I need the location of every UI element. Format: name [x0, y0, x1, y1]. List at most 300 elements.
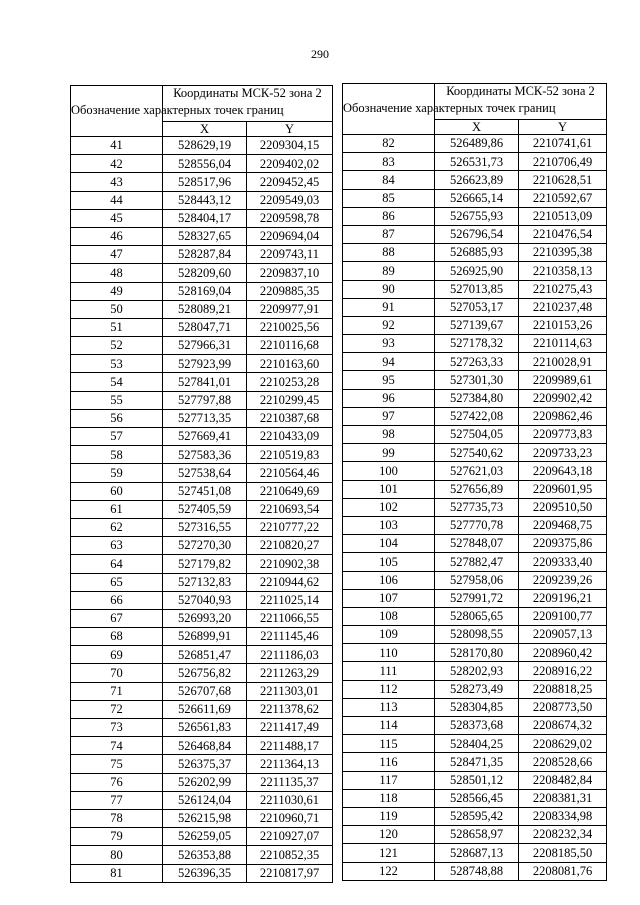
point-number-cell: 57 — [71, 428, 163, 446]
table-row — [71, 809, 333, 827]
y-value-cell: 2211186,03 — [247, 646, 333, 664]
y-value-cell: 2210927,07 — [247, 828, 333, 846]
table-row — [343, 644, 607, 662]
table-row — [71, 209, 333, 227]
designation-header: Обозначение характерных точек границ — [71, 86, 163, 137]
table-row — [71, 719, 333, 737]
y-value-cell: 2208081,76 — [519, 862, 607, 880]
point-number-cell: 107 — [343, 589, 435, 607]
point-number-cell: 54 — [71, 373, 163, 391]
x-value-cell: 526993,20 — [163, 609, 247, 627]
point-number-cell: 79 — [71, 828, 163, 846]
table-row — [71, 646, 333, 664]
y-value-cell: 2211378,62 — [247, 700, 333, 718]
x-value-cell: 527040,93 — [163, 591, 247, 609]
y-value-cell: 2211303,01 — [247, 682, 333, 700]
y-value-cell: 2210777,22 — [247, 518, 333, 536]
table-row — [71, 537, 333, 555]
x-value-cell: 526531,73 — [435, 153, 519, 171]
point-number-cell: 96 — [343, 389, 435, 407]
table-row — [343, 498, 607, 516]
x-value-cell: 528047,71 — [163, 318, 247, 336]
point-number-cell: 82 — [343, 135, 435, 153]
x-value-cell: 528629,19 — [163, 137, 247, 155]
table-row — [343, 298, 607, 316]
point-number-cell: 105 — [343, 553, 435, 571]
x-value-cell: 527656,89 — [435, 480, 519, 498]
table-row — [71, 518, 333, 536]
y-value-cell: 2209733,23 — [519, 444, 607, 462]
x-value-cell: 526468,84 — [163, 737, 247, 755]
y-value-cell: 2210649,69 — [247, 482, 333, 500]
point-number-cell: 118 — [343, 789, 435, 807]
table-row — [71, 555, 333, 573]
table-row — [343, 789, 607, 807]
y-column-header: Y — [519, 120, 607, 135]
y-value-cell: 2209885,35 — [247, 282, 333, 300]
point-number-cell: 75 — [71, 755, 163, 773]
point-number-cell: 92 — [343, 316, 435, 334]
y-value-cell: 2211364,13 — [247, 755, 333, 773]
y-value-cell: 2210025,56 — [247, 318, 333, 336]
y-value-cell: 2211145,46 — [247, 628, 333, 646]
x-value-cell: 527316,55 — [163, 518, 247, 536]
point-number-cell: 65 — [71, 573, 163, 591]
table-row — [343, 244, 607, 262]
y-value-cell: 2208482,84 — [519, 771, 607, 789]
y-value-cell: 2211488,17 — [247, 737, 333, 755]
x-value-cell: 527958,06 — [435, 571, 519, 589]
coordinates-table-left — [70, 85, 333, 883]
table-row — [71, 682, 333, 700]
table-row — [71, 464, 333, 482]
point-number-cell: 51 — [71, 318, 163, 336]
point-number-cell: 61 — [71, 500, 163, 518]
y-value-cell: 2209862,46 — [519, 407, 607, 425]
y-value-cell: 2209510,50 — [519, 498, 607, 516]
y-value-cell: 2209902,42 — [519, 389, 607, 407]
table-row — [71, 482, 333, 500]
x-value-cell: 527797,88 — [163, 391, 247, 409]
x-value-cell: 527139,67 — [435, 316, 519, 334]
table-row — [71, 446, 333, 464]
y-value-cell: 2208773,50 — [519, 698, 607, 716]
coords-header: Координаты МСК-52 зона 2 — [435, 84, 607, 120]
y-value-cell: 2208334,98 — [519, 807, 607, 825]
x-value-cell: 527013,85 — [435, 280, 519, 298]
point-number-cell: 80 — [71, 846, 163, 864]
x-value-cell: 526215,98 — [163, 809, 247, 827]
point-number-cell: 101 — [343, 480, 435, 498]
y-value-cell: 2210358,13 — [519, 262, 607, 280]
point-number-cell: 86 — [343, 207, 435, 225]
table-row — [71, 609, 333, 627]
point-number-cell: 56 — [71, 409, 163, 427]
point-number-cell: 120 — [343, 826, 435, 844]
x-value-cell: 526353,88 — [163, 846, 247, 864]
y-value-cell: 2208960,42 — [519, 644, 607, 662]
point-number-cell: 46 — [71, 227, 163, 245]
table-row — [71, 773, 333, 791]
y-value-cell: 2209837,10 — [247, 264, 333, 282]
y-value-cell: 2209375,86 — [519, 535, 607, 553]
point-number-cell: 121 — [343, 844, 435, 862]
point-number-cell: 88 — [343, 244, 435, 262]
table-row — [343, 480, 607, 498]
point-number-cell: 84 — [343, 171, 435, 189]
table-row — [71, 846, 333, 864]
table-row — [343, 717, 607, 735]
table-row — [71, 318, 333, 336]
x-value-cell: 526623,89 — [435, 171, 519, 189]
point-number-cell: 90 — [343, 280, 435, 298]
y-value-cell: 2208381,31 — [519, 789, 607, 807]
table-row — [71, 337, 333, 355]
x-value-cell: 528566,45 — [435, 789, 519, 807]
point-number-cell: 59 — [71, 464, 163, 482]
x-value-cell: 527053,17 — [435, 298, 519, 316]
x-value-cell: 528687,13 — [435, 844, 519, 862]
point-number-cell: 108 — [343, 607, 435, 625]
table-row — [343, 589, 607, 607]
table-row — [343, 753, 607, 771]
point-number-cell: 55 — [71, 391, 163, 409]
x-value-cell: 527966,31 — [163, 337, 247, 355]
y-value-cell: 2210564,46 — [247, 464, 333, 482]
table-row — [343, 771, 607, 789]
y-value-cell: 2210519,83 — [247, 446, 333, 464]
y-value-cell: 2210433,09 — [247, 428, 333, 446]
table-row — [71, 282, 333, 300]
table-row — [343, 735, 607, 753]
table-row — [71, 755, 333, 773]
y-value-cell: 2208528,66 — [519, 753, 607, 771]
point-number-cell: 91 — [343, 298, 435, 316]
table-row — [71, 428, 333, 446]
point-number-cell: 95 — [343, 371, 435, 389]
x-value-cell: 527132,83 — [163, 573, 247, 591]
table-row — [343, 680, 607, 698]
x-value-cell: 528556,04 — [163, 155, 247, 173]
point-number-cell: 89 — [343, 262, 435, 280]
table-row — [71, 500, 333, 518]
table-row — [71, 355, 333, 373]
x-value-cell: 527669,41 — [163, 428, 247, 446]
x-value-cell: 526925,90 — [435, 262, 519, 280]
table-row — [71, 391, 333, 409]
x-value-cell: 526899,91 — [163, 628, 247, 646]
x-value-cell: 526561,83 — [163, 719, 247, 737]
y-value-cell: 2208232,34 — [519, 826, 607, 844]
y-value-cell: 2208916,22 — [519, 662, 607, 680]
x-value-cell: 526755,93 — [435, 207, 519, 225]
point-number-cell: 99 — [343, 444, 435, 462]
table-row — [343, 553, 607, 571]
point-number-cell: 69 — [71, 646, 163, 664]
point-number-cell: 87 — [343, 225, 435, 243]
x-value-cell: 526756,82 — [163, 664, 247, 682]
point-number-cell: 45 — [71, 209, 163, 227]
x-value-cell: 528501,12 — [435, 771, 519, 789]
point-number-cell: 116 — [343, 753, 435, 771]
x-column-header: X — [435, 120, 519, 135]
table-row — [71, 227, 333, 245]
table-row — [343, 426, 607, 444]
table-row — [343, 316, 607, 334]
point-number-cell: 109 — [343, 626, 435, 644]
point-number-cell: 94 — [343, 353, 435, 371]
point-number-cell: 122 — [343, 862, 435, 880]
point-number-cell: 93 — [343, 335, 435, 353]
table-row — [343, 844, 607, 862]
y-value-cell: 2211135,37 — [247, 773, 333, 791]
y-column-header: Y — [247, 122, 333, 137]
table-row — [343, 135, 607, 153]
y-value-cell: 2208674,32 — [519, 717, 607, 735]
y-value-cell: 2210960,71 — [247, 809, 333, 827]
y-value-cell: 2210163,60 — [247, 355, 333, 373]
table-row — [71, 173, 333, 191]
y-value-cell: 2211263,29 — [247, 664, 333, 682]
x-value-cell: 527301,30 — [435, 371, 519, 389]
x-value-cell: 526375,37 — [163, 755, 247, 773]
table-row — [71, 373, 333, 391]
y-value-cell: 2208629,02 — [519, 735, 607, 753]
table-row — [71, 828, 333, 846]
x-value-cell: 528327,65 — [163, 227, 247, 245]
y-value-cell: 2209452,45 — [247, 173, 333, 191]
point-number-cell: 67 — [71, 609, 163, 627]
y-value-cell: 2209989,61 — [519, 371, 607, 389]
y-value-cell: 2210275,43 — [519, 280, 607, 298]
x-value-cell: 528170,80 — [435, 644, 519, 662]
table-row — [343, 153, 607, 171]
coords-header: Координаты МСК-52 зона 2 — [163, 86, 333, 122]
y-value-cell: 2209100,77 — [519, 607, 607, 625]
x-value-cell: 527422,08 — [435, 407, 519, 425]
point-number-cell: 43 — [71, 173, 163, 191]
point-number-cell: 66 — [71, 591, 163, 609]
table-row — [343, 171, 607, 189]
x-value-cell: 527178,32 — [435, 335, 519, 353]
point-number-cell: 77 — [71, 791, 163, 809]
x-value-cell: 528209,60 — [163, 264, 247, 282]
x-column-header: X — [163, 122, 247, 137]
y-value-cell: 2209977,91 — [247, 300, 333, 318]
y-value-cell: 2211025,14 — [247, 591, 333, 609]
point-number-cell: 97 — [343, 407, 435, 425]
x-value-cell: 527538,64 — [163, 464, 247, 482]
x-value-cell: 526796,54 — [435, 225, 519, 243]
y-value-cell: 2211066,55 — [247, 609, 333, 627]
x-value-cell: 527179,82 — [163, 555, 247, 573]
y-value-cell: 2210395,38 — [519, 244, 607, 262]
x-value-cell: 526259,05 — [163, 828, 247, 846]
table-row — [71, 264, 333, 282]
x-value-cell: 528404,17 — [163, 209, 247, 227]
point-number-cell: 58 — [71, 446, 163, 464]
point-number-cell: 114 — [343, 717, 435, 735]
table-row — [71, 791, 333, 809]
point-number-cell: 115 — [343, 735, 435, 753]
y-value-cell: 2209468,75 — [519, 516, 607, 534]
x-value-cell: 528471,35 — [435, 753, 519, 771]
table-row — [343, 444, 607, 462]
point-number-cell: 111 — [343, 662, 435, 680]
x-value-cell: 526885,93 — [435, 244, 519, 262]
point-number-cell: 113 — [343, 698, 435, 716]
table-row — [71, 737, 333, 755]
x-value-cell: 526665,14 — [435, 189, 519, 207]
table-row — [71, 573, 333, 591]
x-value-cell: 527735,73 — [435, 498, 519, 516]
y-value-cell: 2209402,02 — [247, 155, 333, 173]
table-body-right — [343, 135, 607, 881]
point-number-cell: 100 — [343, 462, 435, 480]
table-row — [343, 626, 607, 644]
x-value-cell: 526707,68 — [163, 682, 247, 700]
y-value-cell: 2210299,45 — [247, 391, 333, 409]
table-row — [343, 698, 607, 716]
point-number-cell: 103 — [343, 516, 435, 534]
x-value-cell: 527841,01 — [163, 373, 247, 391]
y-value-cell: 2210513,09 — [519, 207, 607, 225]
table-row — [343, 407, 607, 425]
y-value-cell: 2209694,04 — [247, 227, 333, 245]
x-value-cell: 528098,55 — [435, 626, 519, 644]
x-value-cell: 527451,08 — [163, 482, 247, 500]
y-value-cell: 2210706,49 — [519, 153, 607, 171]
y-value-cell: 2210902,38 — [247, 555, 333, 573]
x-value-cell: 527770,78 — [435, 516, 519, 534]
table-row — [343, 389, 607, 407]
y-value-cell: 2210237,48 — [519, 298, 607, 316]
x-value-cell: 527504,05 — [435, 426, 519, 444]
table-row — [343, 207, 607, 225]
table-row — [343, 862, 607, 880]
point-number-cell: 70 — [71, 664, 163, 682]
point-number-cell: 47 — [71, 246, 163, 264]
point-number-cell: 68 — [71, 628, 163, 646]
x-value-cell: 528443,12 — [163, 191, 247, 209]
x-value-cell: 527583,36 — [163, 446, 247, 464]
table-row — [71, 137, 333, 155]
table-row — [71, 300, 333, 318]
table-row — [71, 628, 333, 646]
y-value-cell: 2210253,28 — [247, 373, 333, 391]
y-value-cell: 2209743,11 — [247, 246, 333, 264]
point-number-cell: 106 — [343, 571, 435, 589]
point-number-cell: 49 — [71, 282, 163, 300]
x-value-cell: 528404,25 — [435, 735, 519, 753]
y-value-cell: 2208818,25 — [519, 680, 607, 698]
x-value-cell: 528273,49 — [435, 680, 519, 698]
point-number-cell: 73 — [71, 719, 163, 737]
table-row — [343, 571, 607, 589]
x-value-cell: 527621,03 — [435, 462, 519, 480]
x-value-cell: 528373,68 — [435, 717, 519, 735]
point-number-cell: 62 — [71, 518, 163, 536]
table-row — [343, 280, 607, 298]
table-body-left — [71, 137, 333, 883]
y-value-cell: 2211417,49 — [247, 719, 333, 737]
y-value-cell: 2210116,68 — [247, 337, 333, 355]
x-value-cell: 528202,93 — [435, 662, 519, 680]
table-row — [71, 246, 333, 264]
table-row — [343, 807, 607, 825]
x-value-cell: 528595,42 — [435, 807, 519, 825]
y-value-cell: 2210153,26 — [519, 316, 607, 334]
point-number-cell: 42 — [71, 155, 163, 173]
x-value-cell: 527882,47 — [435, 553, 519, 571]
designation-header: Обозначение характерных точек границ — [343, 84, 435, 135]
y-value-cell: 2209549,03 — [247, 191, 333, 209]
table-row — [71, 864, 333, 882]
y-value-cell: 2209773,83 — [519, 426, 607, 444]
y-value-cell: 2209333,40 — [519, 553, 607, 571]
table-row — [343, 353, 607, 371]
table-row — [343, 462, 607, 480]
table-row — [343, 535, 607, 553]
point-number-cell: 81 — [71, 864, 163, 882]
x-value-cell: 527540,62 — [435, 444, 519, 462]
y-value-cell: 2209057,13 — [519, 626, 607, 644]
point-number-cell: 119 — [343, 807, 435, 825]
y-value-cell: 2210817,97 — [247, 864, 333, 882]
point-number-cell: 110 — [343, 644, 435, 662]
x-value-cell: 527923,99 — [163, 355, 247, 373]
y-value-cell: 2210741,61 — [519, 135, 607, 153]
point-number-cell: 85 — [343, 189, 435, 207]
table-row — [71, 155, 333, 173]
x-value-cell: 526611,69 — [163, 700, 247, 718]
y-value-cell: 2209196,21 — [519, 589, 607, 607]
x-value-cell: 527263,33 — [435, 353, 519, 371]
x-value-cell: 528065,65 — [435, 607, 519, 625]
y-value-cell: 2210114,63 — [519, 335, 607, 353]
point-number-cell: 104 — [343, 535, 435, 553]
point-number-cell: 83 — [343, 153, 435, 171]
x-value-cell: 528517,96 — [163, 173, 247, 191]
table-row — [343, 371, 607, 389]
point-number-cell: 98 — [343, 426, 435, 444]
y-value-cell: 2210628,51 — [519, 171, 607, 189]
y-value-cell: 2208185,50 — [519, 844, 607, 862]
table-row — [343, 516, 607, 534]
y-value-cell: 2210693,54 — [247, 500, 333, 518]
point-number-cell: 60 — [71, 482, 163, 500]
x-value-cell: 528089,21 — [163, 300, 247, 318]
point-number-cell: 64 — [71, 555, 163, 573]
y-value-cell: 2210820,27 — [247, 537, 333, 555]
table-row — [71, 191, 333, 209]
y-value-cell: 2210387,68 — [247, 409, 333, 427]
point-number-cell: 72 — [71, 700, 163, 718]
y-value-cell: 2209239,26 — [519, 571, 607, 589]
coordinates-table-right — [342, 83, 607, 881]
table-row — [71, 700, 333, 718]
y-value-cell: 2211030,61 — [247, 791, 333, 809]
y-value-cell: 2210476,54 — [519, 225, 607, 243]
x-value-cell: 527384,80 — [435, 389, 519, 407]
x-value-cell: 527713,35 — [163, 409, 247, 427]
x-value-cell: 528658,97 — [435, 826, 519, 844]
point-number-cell: 44 — [71, 191, 163, 209]
table-row — [343, 189, 607, 207]
point-number-cell: 48 — [71, 264, 163, 282]
point-number-cell: 63 — [71, 537, 163, 555]
table-row — [343, 607, 607, 625]
